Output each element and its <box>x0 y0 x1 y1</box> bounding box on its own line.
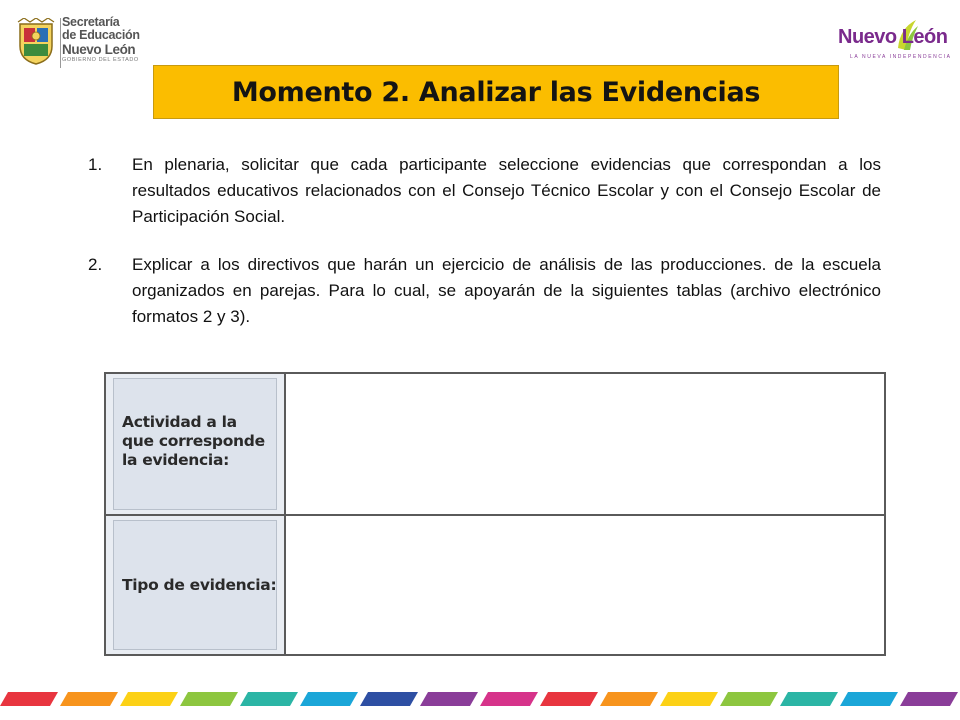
color-strip-segment <box>300 692 358 706</box>
evidence-form-table <box>104 372 886 656</box>
color-strip-segment <box>720 692 778 706</box>
nuevo-leon-wordmark <box>838 26 947 49</box>
color-strip-segment <box>180 692 238 706</box>
logo-left-text <box>62 16 144 64</box>
brand-nuevo: Nuevo <box>838 26 897 48</box>
color-strip-segment <box>0 692 58 706</box>
color-strip-segment <box>780 692 838 706</box>
instruction-list <box>88 152 881 352</box>
color-strip <box>0 692 960 706</box>
activity-value-cell[interactable] <box>286 374 884 514</box>
color-strip-segment <box>60 692 118 706</box>
nuevo-leon-logo <box>836 18 956 68</box>
label-field <box>113 378 277 510</box>
color-strip-segment <box>240 692 298 706</box>
label-cell <box>106 516 286 654</box>
table-row <box>106 374 884 516</box>
color-strip-segment <box>480 692 538 706</box>
state-seal-icon <box>16 18 56 66</box>
logo-line-educacion: de Educación <box>62 28 140 42</box>
color-strip-segment <box>840 692 898 706</box>
brand-leon: León <box>901 26 948 48</box>
list-item-text: En plenaria, solicitar que cada participante seleccione evidencias que correspondan a los resultados educativos relacionados con el Consejo Técnico Escolar y con el Consejo Escolar de Participación Social. <box>132 155 881 226</box>
logo-divider <box>60 18 61 68</box>
table-row <box>106 516 884 654</box>
color-strip-segment <box>360 692 418 706</box>
list-item-text: Explicar a los directivos que harán un ejercicio de análisis de las producciones. de la escuela organizados en parejas. Para lo cual, se apoyarán de la siguientes tablas (archivo electrónico formatos 2 y 3). <box>132 255 881 326</box>
page-title: Momento 2. Analizar las Evidencias <box>231 76 761 108</box>
logo-line-secretaria: Secretaría <box>62 15 120 29</box>
logo-line-gobierno: GOBIERNO DEL ESTADO <box>62 57 139 63</box>
color-strip-segment <box>600 692 658 706</box>
list-item-number: 1. <box>88 155 103 174</box>
evidence-type-value-cell[interactable] <box>286 516 884 654</box>
list-item <box>88 252 881 330</box>
color-strip-segment <box>660 692 718 706</box>
color-strip-segment <box>900 692 958 706</box>
activity-label: Actividad a la que corresponde la evidencia: <box>122 413 265 469</box>
logo-line-nuevo-leon: Nuevo León <box>62 42 136 57</box>
label-cell <box>106 374 286 514</box>
title-banner <box>153 65 839 119</box>
secretaria-educacion-logo <box>14 14 144 70</box>
color-strip-segment <box>540 692 598 706</box>
list-item <box>88 152 881 230</box>
color-strip-segment <box>420 692 478 706</box>
color-strip-segment <box>120 692 178 706</box>
brand-tagline: LA NUEVA INDEPENDENCIA <box>850 54 952 60</box>
label-field <box>113 520 277 650</box>
list-item-number: 2. <box>88 255 103 274</box>
evidence-type-label: Tipo de evidencia: <box>122 576 277 594</box>
